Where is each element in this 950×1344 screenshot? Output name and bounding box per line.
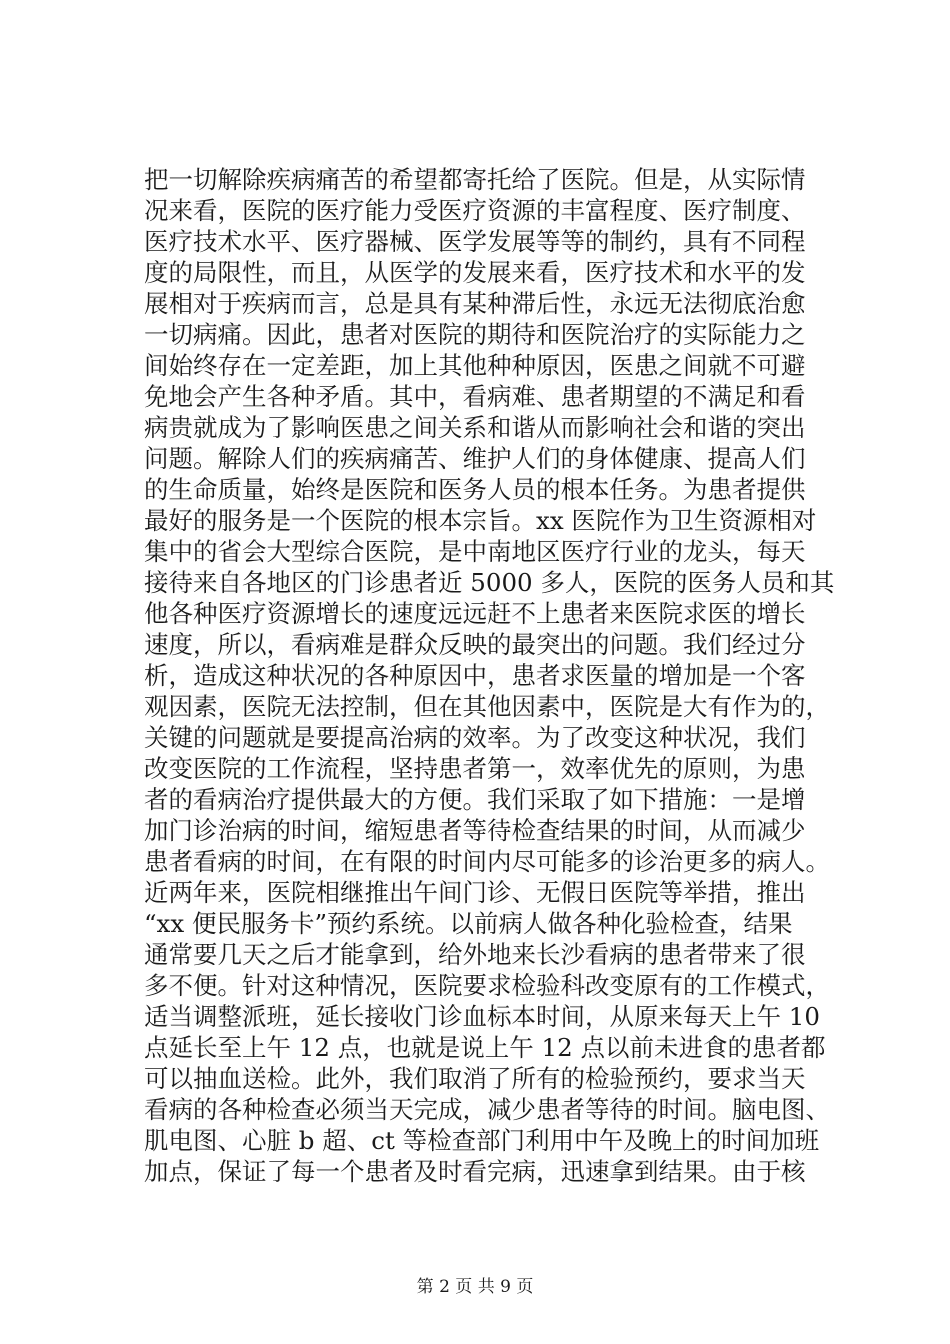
text-line: 接待来自各地区的门诊患者近 5000 多人，医院的医务人员和其	[144, 568, 835, 597]
text-line: 最好的服务是一个医院的根本宗旨。xx 医院作为卫生资源相对	[144, 506, 817, 535]
text-line: 间始终存在一定差距，加上其他种种原因，医患之间就不可避	[144, 351, 806, 380]
text-line: 点延长至上午 12 点，也就是说上午 12 点以前未进食的患者都	[144, 1033, 826, 1062]
text-line: 关键的问题就是要提高治病的效率。为了改变这种状况，我们	[144, 723, 806, 752]
page-number-footer: 第 2 页 共 9 页	[416, 1277, 534, 1297]
text-line: 病贵就成为了影响医患之间关系和谐从而影响社会和谐的突出	[144, 413, 806, 442]
text-line: 医疗技术水平、医疗器械、医学发展等等的制约，具有不同程	[144, 227, 806, 256]
text-line: 把一切解除疾病痛苦的希望都寄托给了医院。但是，从实际情	[144, 165, 806, 194]
text-line: 问题。解除人们的疾病痛苦、维护人们的身体健康、提高人们	[144, 444, 806, 473]
text-line: 通常要几天之后才能拿到，给外地来长沙看病的患者带来了很	[144, 940, 806, 969]
text-line: 集中的省会大型综合医院，是中南地区医疗行业的龙头，每天	[144, 537, 806, 566]
text-line: 近两年来，医院相继推出午间门诊、无假日医院等举措，推出	[144, 878, 806, 907]
text-line: 适当调整派班，延长接收门诊血标本时间，从原来每天上午 10	[144, 1002, 820, 1031]
text-line: 看病的各种检查必须当天完成，减少患者等待的时间。脑电图、	[144, 1095, 830, 1124]
text-line: 观因素，医院无法控制，但在其他因素中，医院是大有作为的，	[144, 692, 830, 721]
text-line: 度的局限性，而且，从医学的发展来看，医疗技术和水平的发	[144, 258, 806, 287]
text-line: 展相对于疾病而言，总是具有某种滞后性，永远无法彻底治愈	[144, 289, 806, 318]
body-paragraph	[144, 164, 834, 1187]
text-line: 加点，保证了每一个患者及时看完病，迅速拿到结果。由于核	[144, 1157, 806, 1186]
text-line: 改变医院的工作流程，坚持患者第一，效率优先的原则，为患	[144, 754, 806, 783]
text-line: 可以抽血送检。此外，我们取消了所有的检验预约，要求当天	[144, 1064, 806, 1093]
text-line: 他各种医疗资源增长的速度远远赶不上患者来医院求医的增长	[144, 599, 806, 628]
text-line: 加门诊治病的时间，缩短患者等待检查结果的时间，从而减少	[144, 816, 806, 845]
text-line: 的生命质量，始终是医院和医务人员的根本任务。为患者提供	[144, 475, 806, 504]
text-line: 肌电图、心脏 b 超、ct 等检查部门利用中午及晚上的时间加班	[144, 1126, 820, 1155]
text-line: 患者看病的时间，在有限的时间内尽可能多的诊治更多的病人。	[144, 847, 830, 876]
text-line: 况来看，医院的医疗能力受医疗资源的丰富程度、医疗制度、	[144, 196, 806, 225]
text-line: 一切病痛。因此，患者对医院的期待和医院治疗的实际能力之	[144, 320, 806, 349]
text-line: 析，造成这种状况的各种原因中，患者求医量的增加是一个客	[144, 661, 806, 690]
text-line: “xx 便民服务卡”预约系统。以前病人做各种化验检查，结果	[144, 909, 793, 938]
text-line: 免地会产生各种矛盾。其中，看病难、患者期望的不满足和看	[144, 382, 806, 411]
text-line: 速度，所以，看病难是群众反映的最突出的问题。我们经过分	[144, 630, 806, 659]
text-line: 者的看病治疗提供最大的方便。我们采取了如下措施：一是增	[144, 785, 806, 814]
text-line: 多不便。针对这种情况，医院要求检验科改变原有的工作模式，	[144, 971, 830, 1000]
